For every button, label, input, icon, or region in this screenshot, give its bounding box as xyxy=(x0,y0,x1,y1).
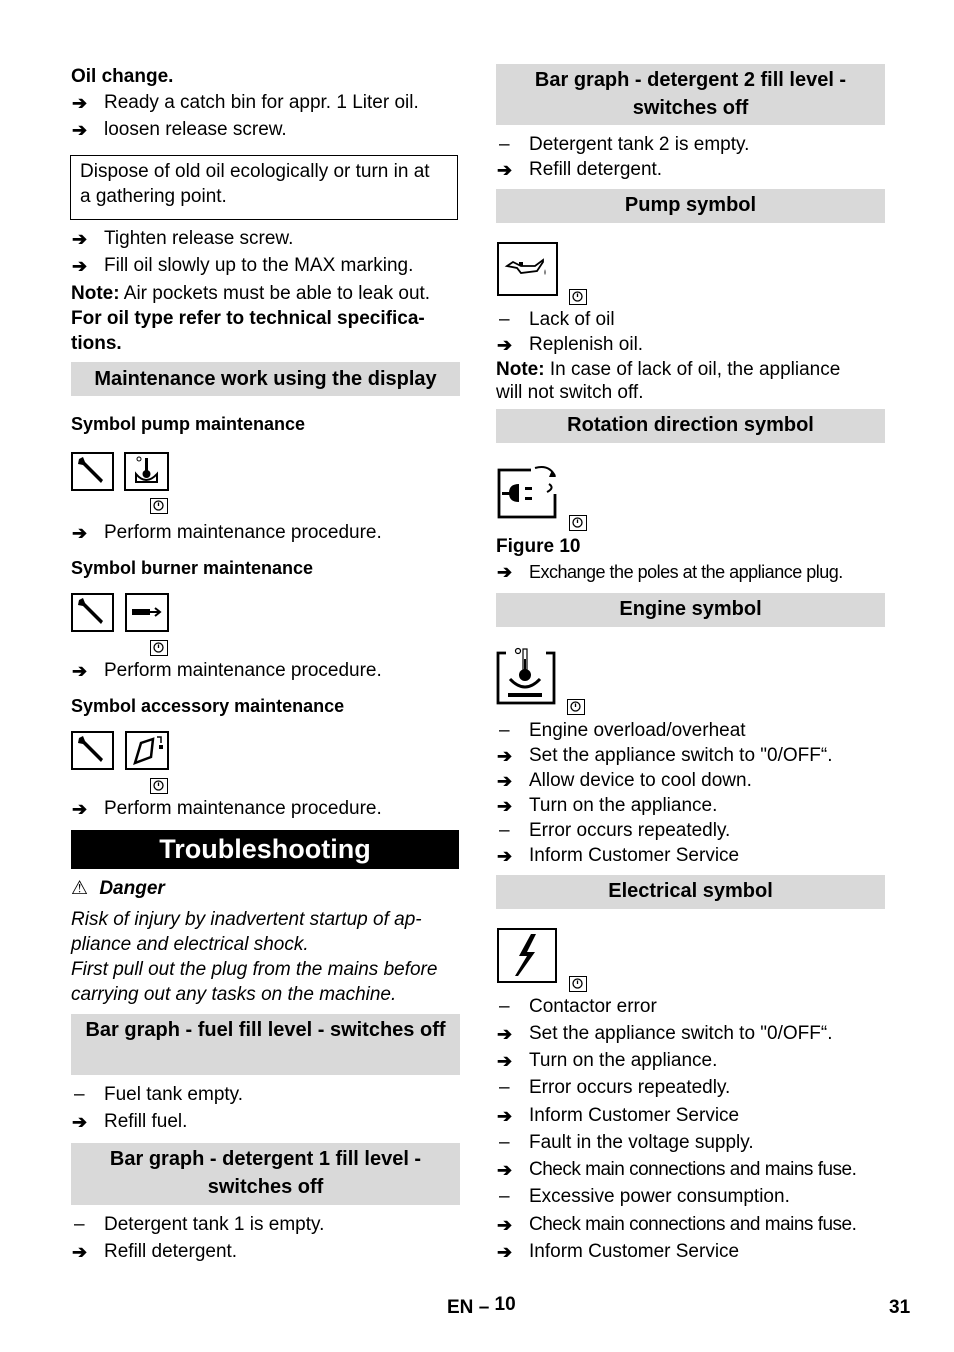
list-item xyxy=(72,1111,452,1133)
arrow-icon: ➔ xyxy=(497,1242,513,1262)
list-item xyxy=(497,996,882,1018)
arrow-icon: ➔ xyxy=(497,1215,513,1235)
display-indicator-icon xyxy=(567,699,585,715)
list-item xyxy=(497,1077,882,1099)
section-heading: Engine symbol xyxy=(619,598,762,620)
step-text: Check main connections and mains fuse. xyxy=(529,1159,857,1180)
condition-text: Error occurs repeatedly. xyxy=(529,820,731,841)
oil-type-line: tions. xyxy=(71,333,122,354)
footer-dash: – xyxy=(478,1297,490,1318)
warning-icon: ⚠ xyxy=(71,878,89,899)
step-text: Set the appliance switch to "0/OFF“. xyxy=(529,1023,833,1044)
danger-text-line: Risk of injury by inadvertent startup of ap- xyxy=(71,909,422,930)
list-item xyxy=(497,1214,882,1236)
note-label: Note: xyxy=(496,359,545,380)
condition-text: Detergent tank 1 is empty. xyxy=(104,1214,325,1235)
page-number: 31 xyxy=(889,1297,911,1318)
wrench-icon xyxy=(71,593,114,632)
condition-text: Fuel tank empty. xyxy=(104,1084,244,1105)
section-heading-bar xyxy=(71,362,460,396)
section-heading-bar xyxy=(71,1143,460,1205)
arrow-icon: ➔ xyxy=(72,256,88,276)
arrow-icon: ➔ xyxy=(72,661,88,681)
danger-text-line: First pull out the plug from the mains before xyxy=(71,959,438,980)
arrow-icon: ➔ xyxy=(497,1024,513,1044)
troubleshooting-heading: Troubleshooting xyxy=(71,830,459,869)
dispose-note-line: a gathering point. xyxy=(80,186,227,207)
section-heading-bar xyxy=(496,593,885,627)
list-item xyxy=(497,845,882,867)
dispose-note-line: Dispose of old oil ecologically or turn in at xyxy=(80,161,430,182)
arrow-icon: ➔ xyxy=(497,335,513,355)
section-heading: Bar graph - detergent 2 fill level - switches off xyxy=(534,69,847,119)
danger-text-line: carrying out any tasks on the machine. xyxy=(71,984,397,1005)
section-heading: Bar graph - detergent 1 fill level - switches off xyxy=(109,1148,422,1198)
oil-change-title: Oil change. xyxy=(71,66,174,87)
step-text: Check main connections and mains fuse. xyxy=(529,1214,857,1235)
step-text: Perform maintenance procedure. xyxy=(104,798,382,819)
list-item xyxy=(497,820,882,842)
step-text: Allow device to cool down. xyxy=(529,770,752,791)
list-item xyxy=(72,1241,452,1263)
subheading: Symbol burner maintenance xyxy=(71,558,314,578)
burner-icon xyxy=(125,593,169,632)
footer-section-page: 10 xyxy=(494,1294,516,1315)
display-indicator-icon xyxy=(569,515,587,531)
engine-temperature-icon xyxy=(496,645,558,705)
condition-text: Excessive power consumption. xyxy=(529,1186,790,1207)
list-item xyxy=(72,228,452,250)
dash-marker: – xyxy=(499,820,510,841)
section-heading-bar xyxy=(496,409,885,443)
arrow-icon: ➔ xyxy=(72,523,88,543)
list-item xyxy=(72,798,452,820)
step-text: Set the appliance switch to "0/OFF“. xyxy=(529,745,833,766)
list-item xyxy=(497,1186,882,1208)
list-item xyxy=(497,745,882,767)
figure-label: Figure 10 xyxy=(496,536,581,557)
dash-marker: – xyxy=(499,1077,510,1098)
accessory-icon xyxy=(125,731,169,770)
list-item xyxy=(497,1023,882,1045)
dash-marker: – xyxy=(499,134,510,155)
arrow-icon: ➔ xyxy=(497,746,513,766)
section-heading: Electrical symbol xyxy=(608,880,773,902)
step-text: Refill fuel. xyxy=(104,1111,188,1132)
step-text: Perform maintenance procedure. xyxy=(104,660,382,681)
list-item xyxy=(497,770,882,792)
condition-text: Fault in the voltage supply. xyxy=(529,1132,754,1153)
section-heading-bar xyxy=(71,1014,460,1075)
footer-language xyxy=(447,1294,516,1319)
condition-text: Detergent tank 2 is empty. xyxy=(529,134,750,155)
arrow-icon: ➔ xyxy=(72,1112,88,1132)
arrow-icon: ➔ xyxy=(72,799,88,819)
list-item xyxy=(72,522,452,544)
section-heading-bar xyxy=(496,64,885,125)
step-text: Inform Customer Service xyxy=(529,1241,740,1262)
arrow-icon: ➔ xyxy=(497,796,513,816)
dash-marker: – xyxy=(499,720,510,741)
step-text: Inform Customer Service xyxy=(529,845,740,866)
subheading: Symbol accessory maintenance xyxy=(71,696,345,716)
display-indicator-icon xyxy=(569,289,587,305)
list-item xyxy=(497,1159,882,1181)
list-item xyxy=(497,159,877,181)
note-label: Note: xyxy=(71,283,120,304)
note-text: In case of lack of oil, the appliance xyxy=(544,359,841,380)
pump-note-line: will not switch off. xyxy=(496,382,644,403)
list-item xyxy=(72,119,452,141)
list-item xyxy=(72,660,452,682)
display-indicator-icon xyxy=(150,640,168,656)
footer-lang: EN xyxy=(447,1297,474,1318)
danger-text-line: pliance and electrical shock. xyxy=(71,934,309,955)
section-heading: Maintenance work using the display xyxy=(94,368,437,390)
list-item xyxy=(497,1241,882,1263)
section-heading: Bar graph - fuel fill level - switches off xyxy=(85,1019,446,1041)
list-item xyxy=(72,255,452,277)
list-item xyxy=(497,1105,882,1127)
dash-marker: – xyxy=(499,996,510,1017)
air-pocket-note xyxy=(71,283,430,305)
arrow-icon: ➔ xyxy=(497,1106,513,1126)
section-heading: Pump symbol xyxy=(624,194,757,216)
list-item xyxy=(72,1214,452,1236)
arrow-icon: ➔ xyxy=(497,771,513,791)
note-text: Air pockets must be able to leak out. xyxy=(119,283,431,304)
list-item xyxy=(497,309,877,331)
lightning-icon xyxy=(497,928,557,983)
condition-text: Lack of oil xyxy=(529,309,615,330)
section-heading-bar xyxy=(496,875,885,909)
step-text: Exchange the poles at the appliance plug. xyxy=(529,562,843,582)
subheading: Symbol pump maintenance xyxy=(71,414,306,434)
step-text: Inform Customer Service xyxy=(529,1105,740,1126)
list-item xyxy=(497,334,877,356)
arrow-icon: ➔ xyxy=(72,229,88,249)
condition-text: Engine overload/overheat xyxy=(529,720,746,741)
arrow-icon: ➔ xyxy=(72,1242,88,1262)
dash-marker: – xyxy=(74,1084,85,1105)
condition-text: Error occurs repeatedly. xyxy=(529,1077,731,1098)
oil-can-icon xyxy=(497,242,558,296)
wrench-icon xyxy=(71,452,114,491)
arrow-icon: ➔ xyxy=(497,160,513,180)
dash-marker: – xyxy=(499,1186,510,1207)
step-text: Replenish oil. xyxy=(529,334,644,355)
pump-temperature-icon xyxy=(124,452,169,491)
list-item xyxy=(72,92,452,114)
step-text: Turn on the appliance. xyxy=(529,1050,718,1071)
list-item xyxy=(497,1050,882,1072)
step-text: Ready a catch bin for appr. 1 Liter oil. xyxy=(104,92,419,113)
display-indicator-icon xyxy=(150,498,168,514)
list-item xyxy=(497,134,877,156)
display-indicator-icon xyxy=(569,976,587,992)
step-text: loosen release screw. xyxy=(104,119,287,140)
pump-note xyxy=(496,359,840,381)
step-text: Turn on the appliance. xyxy=(529,795,718,816)
step-text: Refill detergent. xyxy=(104,1241,238,1262)
step-text: Tighten release screw. xyxy=(104,228,294,249)
wrench-icon xyxy=(71,731,114,770)
rotation-plug-icon xyxy=(497,462,561,520)
arrow-icon: ➔ xyxy=(497,1051,513,1071)
arrow-icon: ➔ xyxy=(72,93,88,113)
danger-label: Danger xyxy=(99,878,165,899)
section-heading: Rotation direction symbol xyxy=(567,414,814,436)
list-item xyxy=(497,1132,882,1154)
step-text: Fill oil slowly up to the MAX marking. xyxy=(104,255,414,276)
arrow-icon: ➔ xyxy=(497,846,513,866)
list-item xyxy=(497,561,877,583)
list-item xyxy=(72,1084,452,1106)
step-text: Perform maintenance procedure. xyxy=(104,522,382,543)
oil-type-line: For oil type refer to technical specifica- xyxy=(71,308,425,329)
dash-marker: – xyxy=(499,1132,510,1153)
dash-marker: – xyxy=(74,1214,85,1235)
arrow-icon: ➔ xyxy=(497,1160,513,1180)
arrow-icon: ➔ xyxy=(72,120,88,140)
display-indicator-icon xyxy=(150,778,168,794)
list-item xyxy=(497,720,882,742)
step-text: Refill detergent. xyxy=(529,159,663,180)
list-item xyxy=(497,795,882,817)
arrow-icon: ➔ xyxy=(497,562,513,582)
section-heading-bar xyxy=(496,189,885,223)
dash-marker: – xyxy=(499,309,510,330)
dispose-note-box xyxy=(70,155,458,220)
danger-label-row xyxy=(71,878,165,900)
condition-text: Contactor error xyxy=(529,996,657,1017)
